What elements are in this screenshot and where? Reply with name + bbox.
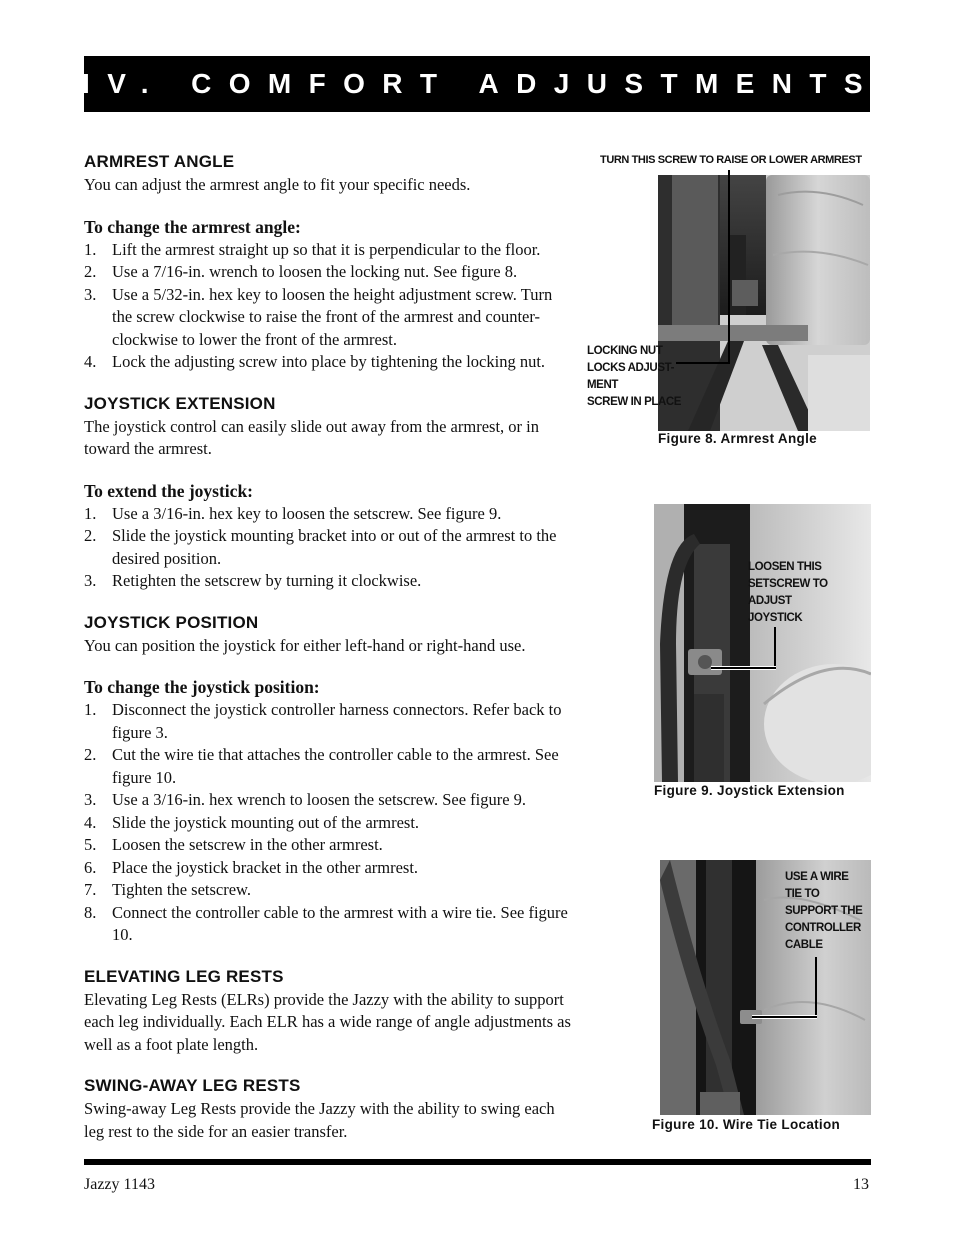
fig10-callout-line (752, 1016, 817, 1018)
joystick-position-intro: You can position the joystick for either left-hand or right-hand use. (84, 635, 526, 655)
fig8-callout-line (676, 362, 730, 364)
list-item: 1. Use a 3/16-in. hex key to loosen the setscrew. See figure 9. (84, 503, 502, 523)
list-item: 7. Tighten the setscrew. (84, 880, 252, 899)
footer-page-number: 13 (853, 1176, 869, 1193)
main-text-column (84, 150, 574, 1143)
list-item: 2. Use a 7/16-in. wrench to loosen the locking nut. See figure 8. (84, 262, 518, 281)
swing-away-leg-rests-text: Swing-away Leg Rests provide the Jazzy with the ability to swing each leg rest to the side for an easier transfer. (84, 1099, 555, 1141)
figure-10-caption: Figure 10. Wire Tie Location (652, 1117, 841, 1132)
banner-title: IV. COMFORT ADJUSTMENTS (82, 68, 880, 99)
heading-joystick-position: JOYSTICK POSITION (84, 612, 259, 632)
list-item: 3. Retighten the setscrew by turning it clockwise. (84, 571, 422, 590)
footer-rule (84, 1159, 871, 1165)
list-item: 6. Place the joystick bracket in the other armrest. (84, 857, 419, 877)
footer-product-name: Jazzy 1143 (84, 1176, 155, 1193)
joystick-extension-subheading: To extend the joystick: (84, 480, 254, 501)
list-item: 4. Lock the adjusting screw into place by tightening the locking nut. (84, 352, 546, 371)
fig8-callout-top: TURN THIS SCREW TO RAISE OR LOWER ARMREST (600, 154, 862, 166)
fig9-callout-line (711, 667, 776, 669)
armrest-angle-subheading: To change the armrest angle: (84, 216, 301, 237)
armrest-angle-intro: You can adjust the armrest angle to fit your specific needs. (84, 175, 471, 194)
list-item: 4. Slide the joystick mounting out of the armrest. (84, 812, 420, 832)
heading-elevating-leg-rests: ELEVATING LEG RESTS (84, 966, 284, 986)
list-item: 1. Lift the armrest straight up so that it is perpendicular to the floor. (84, 239, 541, 259)
fig9-callout-line (774, 627, 776, 669)
joystick-extension-steps (84, 503, 574, 593)
list-item: 2. Slide the joystick mounting bracket into or out of the armrest to the desired position. (84, 526, 557, 568)
fig8-callout-left: LOCKING NUT LOCKS ADJUST- MENT SCREW IN PLACE (587, 345, 682, 408)
list-item: 5. Loosen the setscrew in the other armrest. (84, 835, 383, 854)
list-item: 2. Cut the wire tie that attaches the controller cable to the armrest. See figure 10. (84, 745, 559, 787)
fig9-callout: LOOSEN THIS SETSCREW TO ADJUST JOYSTICK (748, 561, 828, 624)
joystick-position-steps (84, 699, 574, 947)
heading-armrest-angle: ARMREST ANGLE (84, 152, 235, 171)
list-item: 3. Use a 3/16-in. hex wrench to loosen the setscrew. See figure 9. (84, 790, 527, 809)
section-banner (82, 56, 880, 112)
joystick-extension-intro: The joystick control can easily slide out away from the armrest, or in toward the armrest. (84, 416, 539, 458)
list-item: 3. Use a 5/32-in. hex key to loosen the height adjustment screw. Turn the screw clockwise to raise the front of the armrest and counter-clockwise to lower the front of the armrest. (84, 284, 553, 349)
fig8-callout-line (728, 170, 730, 364)
figure-9-photo (654, 504, 871, 782)
heading-joystick-extension: JOYSTICK EXTENSION (84, 393, 276, 413)
heading-swing-away-leg-rests: SWING-AWAY LEG RESTS (84, 1076, 301, 1095)
figure-8-caption: Figure 8. Armrest Angle (658, 431, 817, 446)
fig10-callout: USE A WIRE TIE TO SUPPORT THE CONTROLLER CABLE (785, 871, 863, 951)
elevating-leg-rests-text: Elevating Leg Rests (ELRs) provide the Jazzy with the ability to support each leg individually. Each ELR has a wide range of angle adjustments as well as a foot plate length. (84, 989, 571, 1054)
joystick-position-subheading: To change the joystick position: (84, 677, 320, 697)
list-item: 8. Connect the controller cable to the armrest with a wire tie. See figure 10. (84, 902, 568, 944)
figure-9-caption: Figure 9. Joystick Extension (654, 783, 845, 798)
fig10-callout-line (815, 957, 817, 1018)
armrest-angle-steps (84, 239, 574, 374)
figure-8-photo (658, 175, 870, 431)
list-item: 1. Disconnect the joystick controller harness connectors. Refer back to figure 3. (84, 700, 562, 742)
